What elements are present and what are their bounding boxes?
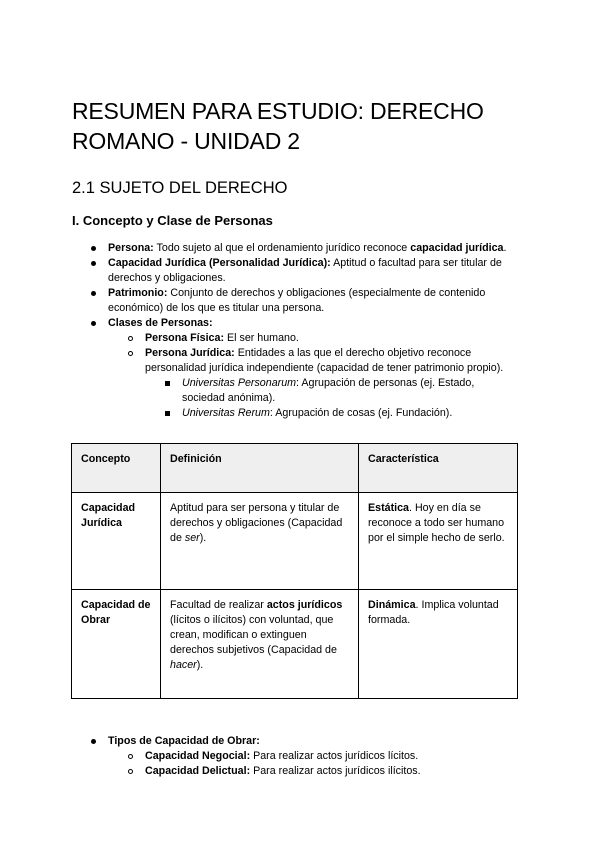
list-item-persona-juridica: Persona Jurídica: Entidades a las que el derecho objetivo reconoce	[145, 347, 472, 359]
table-header-cell: Definición	[161, 444, 359, 493]
list-item-persona-juridica-cont: personalidad jurídica independiente (capacidad de tener patrimonio propio).	[145, 362, 504, 374]
list-item-clases: Clases de Personas:	[108, 317, 213, 329]
bullet-circle	[128, 336, 133, 341]
bullet-dot	[91, 739, 96, 744]
list-item-patrimonio-cont: económico) de los que es titular una persona.	[108, 302, 325, 314]
document-title: RESUMEN PARA ESTUDIO: DERECHO ROMANO - UNIDAD 2	[72, 98, 484, 154]
list-item-patrimonio: Patrimonio: Conjunto de derechos y obligaciones (especialmente de contenido	[108, 287, 486, 299]
capacity-table	[71, 443, 518, 699]
bullet-dot	[91, 246, 96, 251]
table-header-row	[72, 444, 518, 493]
table-header-cell: Característica	[359, 444, 518, 493]
bullet-circle	[128, 769, 133, 774]
list-item-capacidad-juridica-cont: derechos y obligaciones.	[108, 272, 226, 284]
section-heading: 2.1 SUJETO DEL DERECHO	[72, 179, 288, 197]
list-item-universitas-personarum: Universitas Personarum: Agrupación de personas (ej. Estado,	[182, 377, 475, 389]
subsection-heading: I. Concepto y Clase de Personas	[72, 213, 273, 228]
bullet-circle	[128, 754, 133, 759]
table-cell-characteristic: Estática. Hoy en día se reconoce a todo ser humano por el simple hecho de serlo.	[359, 493, 518, 590]
table-row	[72, 493, 518, 590]
list-item-universitas-rerum: Universitas Rerum: Agrupación de cosas (ej. Fundación).	[182, 407, 453, 419]
bullet-circle	[128, 351, 133, 356]
bullet-square	[165, 411, 170, 416]
bullet-dot	[91, 261, 96, 266]
bullet-dot	[91, 321, 96, 326]
table-cell-definition: Facultad de realizar actos jurídicos (lícitos o ilícitos) con voluntad, que crean, modifican o extinguen derechos subjetivos (Capacidad de hacer).	[161, 590, 359, 699]
table-cell-characteristic: Dinámica. Implica voluntad formada.	[359, 590, 518, 699]
list-item-universitas-personarum-cont: sociedad anónima).	[182, 392, 276, 404]
bullet-dot	[91, 291, 96, 296]
list-item-capacidad-negocial: Capacidad Negocial: Para realizar actos jurídicos lícitos.	[145, 750, 419, 762]
table-header-cell: Concepto	[72, 444, 161, 493]
list-item-persona-fisica: Persona Física: El ser humano.	[145, 332, 299, 344]
list-item-capacidad-juridica: Capacidad Jurídica (Personalidad Jurídica): Aptitud o facultad para ser titular de	[108, 257, 502, 269]
bullet-square	[165, 381, 170, 386]
table-cell-definition: Aptitud para ser persona y titular de derechos y obligaciones (Capacidad de ser).	[161, 493, 359, 590]
list-item-tipos: Tipos de Capacidad de Obrar:	[108, 735, 260, 747]
table-row	[72, 590, 518, 699]
table-cell-concept: Capacidad Jurídica	[72, 493, 161, 590]
table-cell-concept: Capacidad de Obrar	[72, 590, 161, 699]
list-item-capacidad-delictual: Capacidad Delictual: Para realizar actos jurídicos ilícitos.	[145, 765, 421, 777]
list-item-persona: Persona: Todo sujeto al que el ordenamiento jurídico reconoce capacidad jurídica.	[108, 242, 507, 254]
